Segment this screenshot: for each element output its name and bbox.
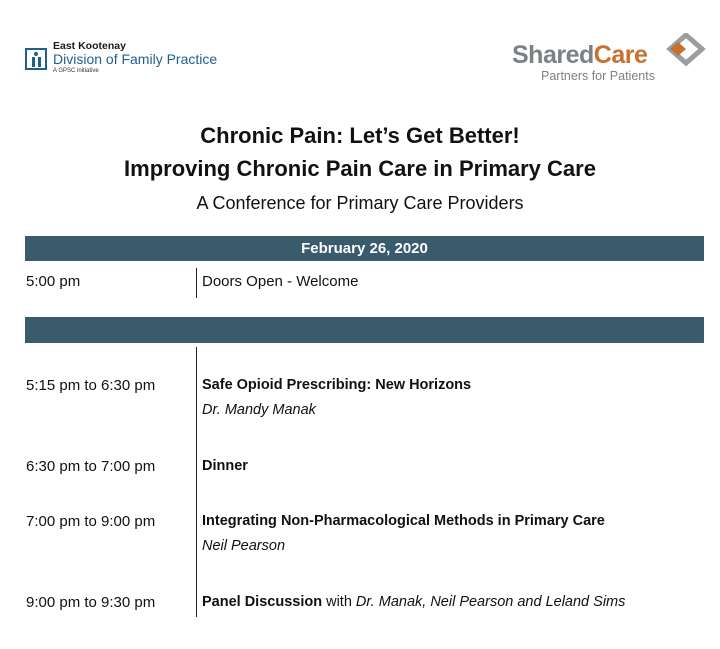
family-practice-icon <box>25 48 47 70</box>
east-kootenay-logo <box>25 40 255 80</box>
session-title: Safe Opioid Prescribing: New Horizons <box>202 377 472 393</box>
sharedcare-diamond-icon <box>662 33 710 69</box>
session-time: 7:00 pm to 9:00 pm <box>26 513 156 530</box>
panelists: Dr. Manak, Neil Pearson and Leland Sims <box>355 594 626 610</box>
column-divider <box>196 347 197 617</box>
opening-time: 5:00 pm <box>26 273 81 290</box>
panel-session <box>202 594 625 610</box>
session-time: 6:30 pm to 7:00 pm <box>26 458 156 475</box>
conference-subtitle: A Conference for Primary Care Providers <box>196 193 524 213</box>
logo-org-sub: A GPSC initiative <box>53 68 99 74</box>
title-line-2: Improving Chronic Pain Care in Primary Care <box>124 156 596 181</box>
logo-org-main: Division of Family Practice <box>53 51 218 67</box>
session-speaker: Neil Pearson <box>202 538 286 554</box>
session-title: Panel Discussion <box>202 594 323 610</box>
sharedcare-wordmark: SharedCare <box>512 41 648 69</box>
event-date: February 26, 2020 <box>301 240 428 257</box>
opening-event: Doors Open - Welcome <box>202 273 359 290</box>
session-time: 9:00 pm to 9:30 pm <box>26 594 156 611</box>
session-title: Dinner <box>202 458 248 474</box>
session-speaker: Dr. Mandy Manak <box>202 402 316 418</box>
title-line-1: Chronic Pain: Let’s Get Better! <box>200 123 520 148</box>
session-title: Integrating Non-Pharmacological Methods in Primary Care <box>202 513 605 529</box>
section-divider-bar <box>25 317 704 343</box>
date-bar <box>25 236 704 261</box>
session-time: 5:15 pm to 6:30 pm <box>26 377 156 394</box>
column-divider <box>196 268 197 298</box>
logo-org-top: East Kootenay <box>53 40 126 52</box>
sharedcare-tagline: Partners for Patients <box>541 69 655 83</box>
sharedcare-logo <box>512 33 712 85</box>
panel-connector: with <box>322 594 356 610</box>
